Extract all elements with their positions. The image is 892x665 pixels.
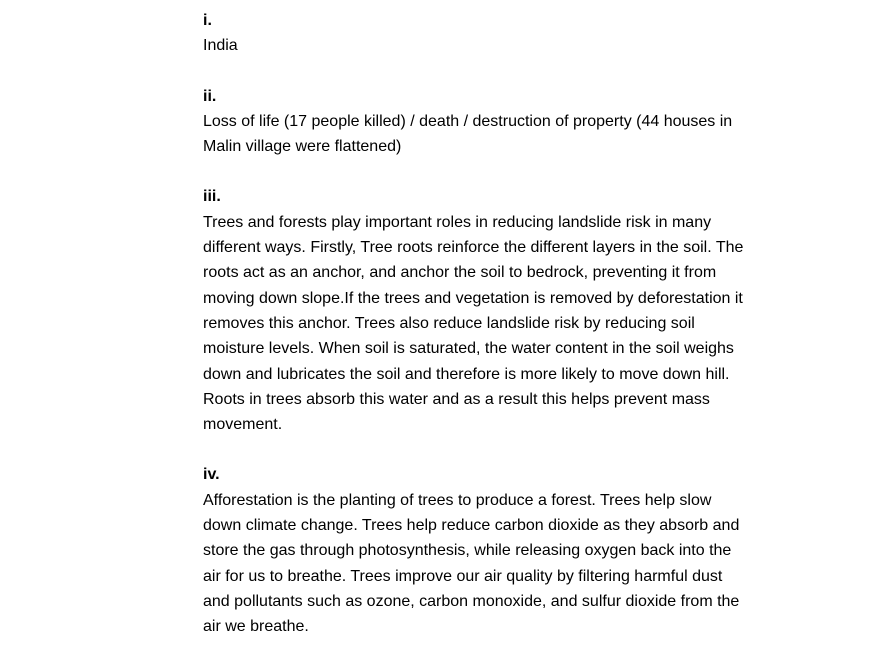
section-label: i. <box>203 12 212 29</box>
section-label: iv. <box>203 466 220 484</box>
answer-section-i <box>203 8 748 59</box>
answer-section-iv <box>203 462 748 639</box>
section-label: ii. <box>203 87 217 105</box>
section-text: Trees and forests play important roles in reducing landslide risk in many different ways. Firstly, Tree roots reinforce the different layers in the soil. The roots act as an anchor, and anchor the soil to bedrock, preventing it from moving down slope.If the trees and vegetation is removed by deforestation it removes this anchor. Trees also reduce landslide risk by reducing soil moisture levels. When soil is saturated, the water content in the soil weighs down and lubricates the soil and therefore is more likely to move down hill. Roots in trees absorb this water and as a result this helps prevent mass movement. <box>203 213 744 434</box>
section-text: India <box>203 37 238 55</box>
section-text: Loss of life (17 people killed) / death / destruction of property (44 houses in Malin village were flattened) <box>203 112 733 156</box>
answer-section-iii <box>203 184 748 437</box>
section-text: Afforestation is the planting of trees to produce a forest. Trees help slow down climate change. Trees help reduce carbon dioxide as they absorb and store the gas through photosynthesis, while releasing oxygen back into the air for us to breathe. Trees improve our air quality by filtering harmful dust and pollutants such as ozone, carbon monoxide, and sulfur dioxide from the air we breathe. <box>203 491 740 636</box>
section-label: iii. <box>203 188 221 206</box>
document-page <box>203 8 748 665</box>
answer-section-ii <box>203 84 748 160</box>
